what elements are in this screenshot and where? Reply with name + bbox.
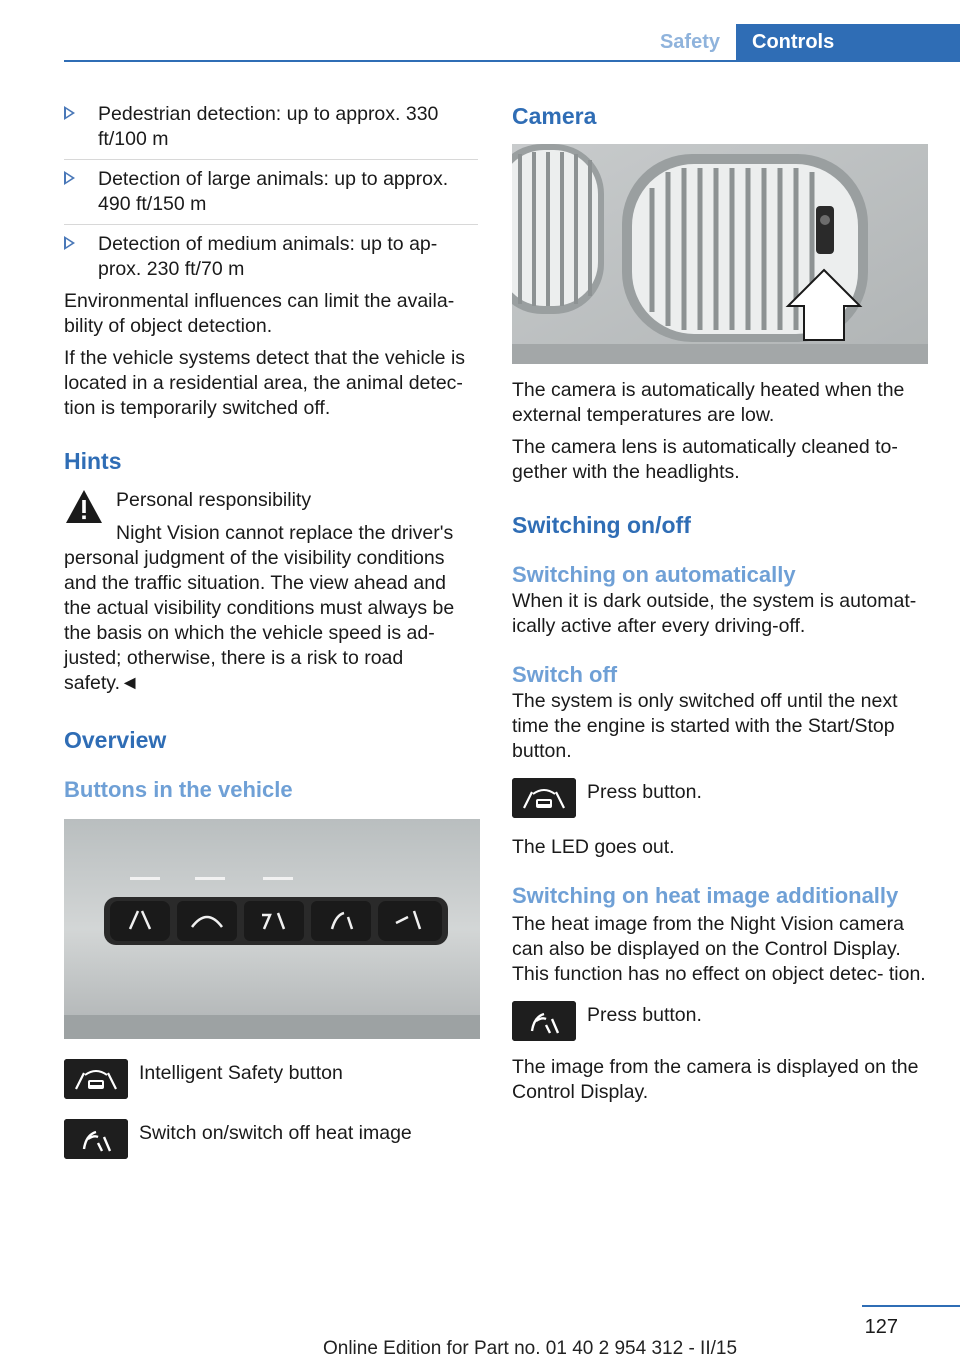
paragraph: The image from the camera is displayed on the Control Display. bbox=[512, 1056, 919, 1103]
paragraph: The system is only switched off until the next time the engine is started with the Start/Stop button. bbox=[512, 690, 898, 762]
heat-heading: Switching on heat image additionally bbox=[512, 883, 899, 908]
warning-block bbox=[64, 483, 478, 696]
list-item: Pedestrian detection: up to approx. 330 ft/100 m bbox=[64, 102, 478, 160]
warning-title: Personal responsibility bbox=[116, 489, 312, 511]
triangle-bullet-icon bbox=[64, 171, 75, 185]
detection-range-list bbox=[64, 102, 478, 282]
right-column bbox=[512, 102, 928, 1105]
intelligent-safety-icon bbox=[64, 1059, 128, 1099]
legend-row bbox=[64, 1059, 478, 1099]
heat-image-icon bbox=[512, 1001, 576, 1041]
page-number: 127 bbox=[864, 1316, 898, 1338]
heat-image-icon bbox=[64, 1119, 128, 1159]
legend-text: Intelligent Safety button bbox=[139, 1062, 343, 1084]
auto-heading: Switching on automatically bbox=[512, 562, 796, 587]
paragraph: The camera lens is automatically cleaned to‐ gether with the headlights. bbox=[512, 436, 898, 483]
off-heading: Switch off bbox=[512, 662, 618, 687]
legend-row bbox=[64, 1119, 478, 1159]
buttons-heading: Buttons in the vehicle bbox=[64, 777, 293, 802]
warning-body: Night Vision cannot replace the driver's personal judgment of the visibility conditions and the traffic situation. The view ahead and the actual visibility conditions must always be the basis on which the vehicle speed is ad‐ justed; otherwise, there is a risk to road safety.◄ bbox=[64, 522, 455, 694]
list-item: Detection of medium animals: up to ap‐ prox. 230 ft/70 m bbox=[64, 232, 478, 282]
edition-footer: Online Edition for Part no. 01 40 2 954 312 - II/15 bbox=[322, 1338, 738, 1359]
vehicle-buttons-photo bbox=[64, 819, 480, 1039]
triangle-bullet-icon bbox=[64, 236, 75, 250]
list-item: Detection of large animals: up to approx. 490 ft/150 m bbox=[64, 167, 478, 225]
press-button-text: Press button. bbox=[587, 1004, 702, 1026]
legend-text: Switch on/switch off heat image bbox=[139, 1122, 412, 1144]
camera-heading: Camera bbox=[512, 103, 597, 129]
paragraph: When it is dark outside, the system is automat‐ ically active after every driving-off. bbox=[512, 590, 917, 637]
press-row bbox=[512, 1001, 928, 1041]
paragraph: The LED goes out. bbox=[512, 836, 675, 858]
switching-heading: Switching on/off bbox=[512, 512, 691, 538]
paragraph: The heat image from the Night Vision camera can also be displayed on the Control Display. This function has no effect on object detec‐ tion. bbox=[512, 913, 926, 985]
hints-heading: Hints bbox=[64, 448, 122, 474]
header-rule bbox=[64, 60, 960, 62]
press-button-text: Press button. bbox=[587, 781, 702, 803]
camera-location-photo bbox=[512, 144, 928, 364]
overview-heading: Overview bbox=[64, 727, 167, 753]
paragraph: Environmental influences can limit the availa‐ bility of object detection. bbox=[64, 290, 455, 337]
press-row bbox=[512, 778, 928, 818]
paragraph: The camera is automatically heated when the external temperatures are low. bbox=[512, 379, 905, 426]
section-tab-safety: Safety bbox=[659, 31, 720, 53]
left-column bbox=[64, 102, 478, 1159]
warning-triangle-icon bbox=[64, 487, 104, 527]
paragraph: If the vehicle systems detect that the vehicle is located in a residential area, the animal detec‐ tion is temporarily switched off. bbox=[64, 347, 466, 419]
section-tab-controls: Controls bbox=[736, 24, 960, 61]
intelligent-safety-icon bbox=[512, 778, 576, 818]
triangle-bullet-icon bbox=[64, 106, 75, 120]
footer-rule bbox=[862, 1305, 960, 1307]
